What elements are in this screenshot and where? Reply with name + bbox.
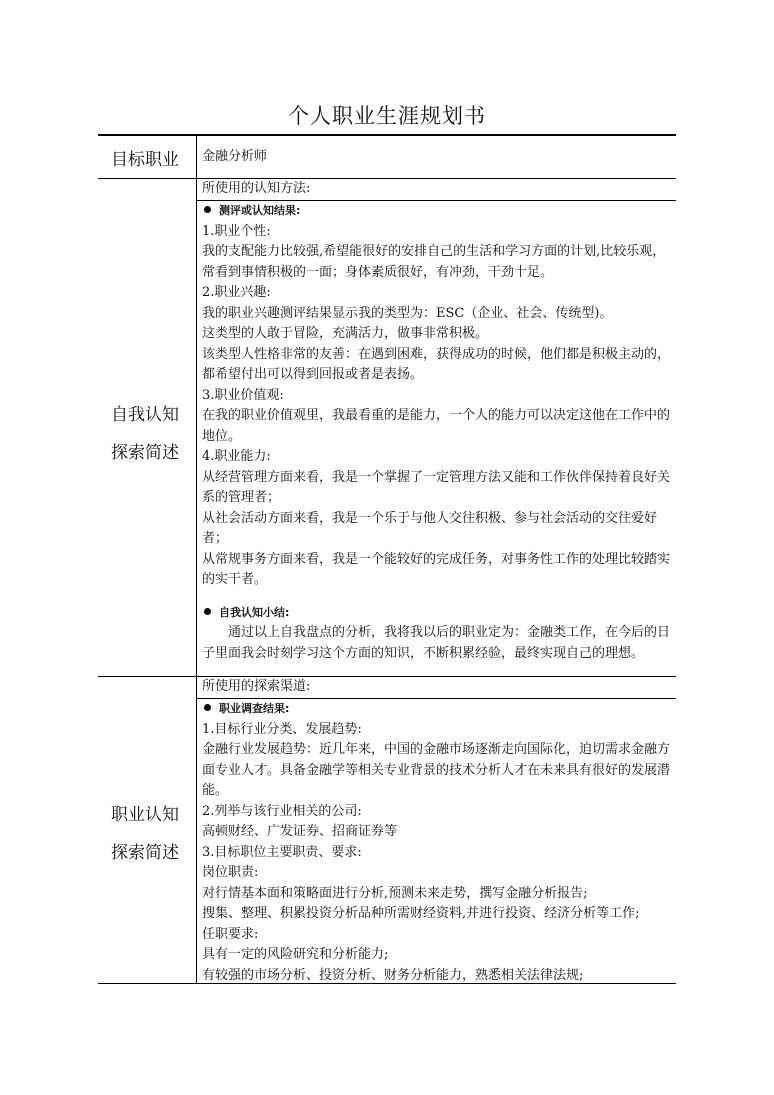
document-title: 个人职业生涯规划书 — [288, 104, 486, 128]
career-cognition-label-line1: 职业认知 — [111, 805, 179, 825]
list-item: 在我的职业价值观里，我最看重的是能力，一个人的能力可以决定这他在工作中的地位。 — [202, 408, 671, 444]
list-item: 该类型人性格非常的友善：在遇到困难，获得成功的时候，他们都是积极主动的，都希望付出可以得到回报或者是表扬。 — [202, 346, 671, 382]
bullet-icon — [204, 704, 211, 711]
list-item: 我的职业兴趣测评结果显示我的类型为：ESC（企业、社会、传统型)。 — [202, 305, 613, 321]
list-item: 高顿财经、广发证券、招商证券等 — [202, 824, 398, 839]
list-item: 金融行业发展趋势：近几年来，中国的金融市场逐渐走向国际化，迫切需求金融方面专业人才。具备金融学等相关专业背景的技术分析人才在未来具有很好的发展潜能。 — [202, 742, 671, 798]
list-item: 我的支配能力比较强,希望能很好的安排自己的生活和学习方面的计划,比较乐观，常看到事情积极的一面；身体素质很好，有冲劲，干劲十足。 — [202, 244, 666, 280]
list-item: 2.列举与该行业相关的公司: — [202, 803, 362, 819]
career-cognition-label — [111, 796, 179, 872]
list-item: 这类型的人敢于冒险，充满活力，做事非常积极。 — [202, 326, 489, 341]
list-item: 具有一定的风险研究和分析能力; — [202, 947, 389, 962]
target-career-label: 目标职业 — [111, 150, 179, 170]
list-item: 搜集、整理、积累投资分析品种所需财经资料,并进行投资、经济分析等工作; — [202, 906, 640, 921]
list-item: 对行情基本面和策略面进行分析,预测未来走势，撰写金融分析报告; — [202, 885, 588, 901]
bullet-icon — [204, 608, 211, 615]
list-item: 有较强的市场分析、投资分析、财务分析能力，熟悉相关法律法规; — [202, 967, 584, 983]
summary-bullet-heading: 自我认知小结: — [202, 603, 674, 624]
table-top-border — [98, 134, 676, 136]
results-bullet-heading: 测评或认知结果: — [202, 201, 674, 222]
target-career-value: 金融分析师 — [202, 149, 268, 164]
summary-text: 通过以上自我盘点的分析，我将我以后的职业定为：金融类工作，在今后的日子里面我会时刻学习这个方面的知识，不断积累经验，最终实现自己的理想。 — [202, 625, 671, 661]
self-cognition-label — [111, 396, 179, 472]
career-exploration-method: 所使用的探索渠道: — [202, 679, 311, 694]
list-item: 3.目标职位主要职责、要求: — [202, 844, 362, 860]
self-cognition-method: 所使用的认知方法: — [202, 181, 311, 196]
self-cognition-label-line2: 探索简述 — [111, 443, 179, 463]
column-divider — [196, 135, 197, 983]
self-cognition-results — [202, 201, 674, 664]
career-cognition-label-line2: 探索简述 — [111, 843, 179, 863]
list-item: 2.职业兴趣: — [202, 285, 271, 300]
list-item: 4.职业能力: — [202, 449, 271, 464]
list-item: 从常规事务方面来看，我是一个能较好的完成任务，对事务性工作的处理比较踏实的实干者。 — [202, 551, 671, 587]
bullet-icon — [204, 206, 211, 213]
list-item: 任职要求: — [202, 926, 259, 942]
list-item: 岗位职责: — [202, 865, 259, 880]
list-item: 1.职业个性: — [202, 223, 271, 239]
career-survey-results — [202, 699, 674, 986]
list-item: 从经营管理方面来看，我是一个掌握了一定管理方法又能和工作伙伴保持着良好关系的管理者； — [202, 469, 671, 505]
list-item: 3.职业价值观: — [202, 387, 284, 403]
list-item: 1.目标行业分类、发展趋势: — [202, 721, 362, 737]
list-item: 从社会活动方面来看，我是一个乐于与他人交往积极、参与社会活动的交往爱好者； — [202, 510, 658, 546]
survey-bullet-heading: 职业调查结果: — [202, 699, 674, 720]
self-cognition-label-line1: 自我认知 — [111, 405, 179, 425]
